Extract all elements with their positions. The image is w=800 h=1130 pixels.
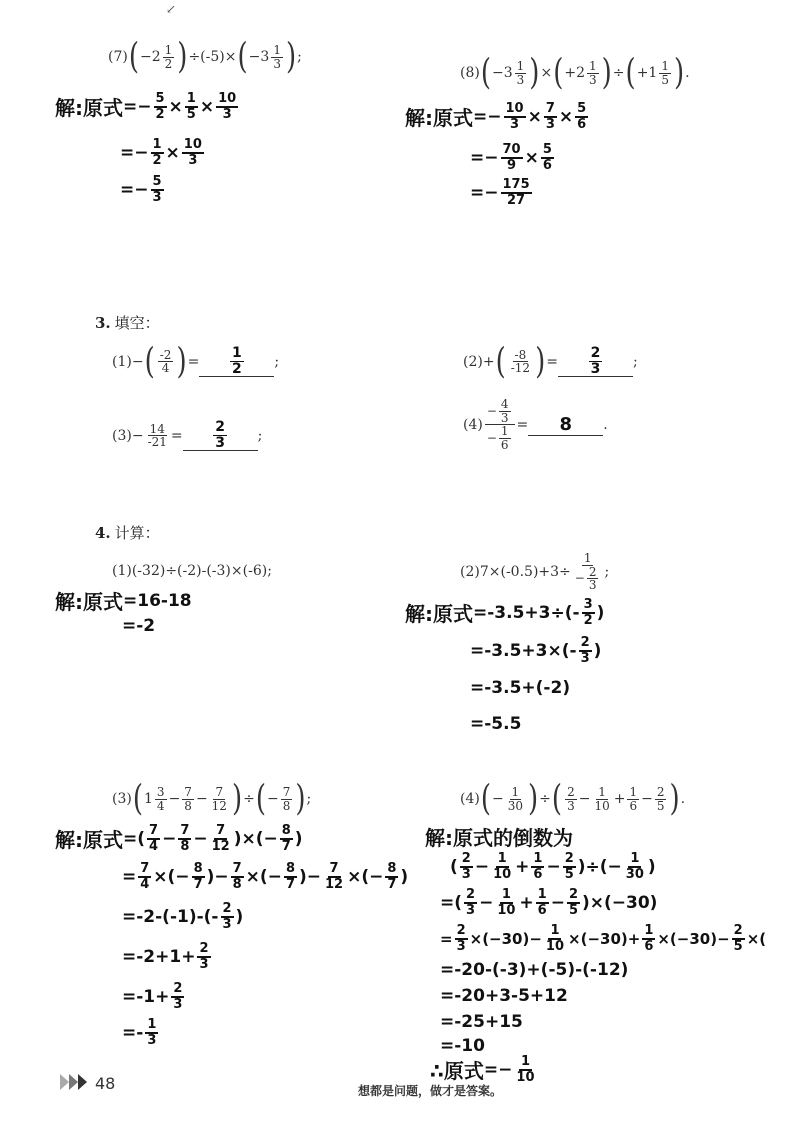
fill-1: (1) − ( -2 4 ) = $\frac{1}{2}$ ; bbox=[112, 341, 280, 382]
calc-1-line1: 解:原式 = 16-18 bbox=[55, 590, 192, 614]
solution-8-line3: =− 175 27 bbox=[470, 177, 530, 208]
stray-mark: ↙ bbox=[166, 2, 177, 16]
calc-4-line2: =( 2 3 − 1 10 + 1 6 − 2 5 )×(−30) bbox=[440, 887, 658, 918]
solution-8-line1: 解:原式 =− 10 3 × 7 3 × 5 6 bbox=[405, 101, 587, 132]
section-3-title: 3. 填空： bbox=[95, 314, 160, 332]
page-arrows-icon bbox=[60, 1074, 90, 1094]
calc-2-line3: =-3.5+(-2) bbox=[470, 678, 571, 698]
solution-7-line3: =− 5 3 bbox=[120, 174, 162, 205]
fill-3-blank[interactable]: $\frac{2}{3}$ bbox=[183, 420, 258, 451]
calc-4-line6: =-25+15 bbox=[440, 1012, 523, 1032]
calc-1: (1) (-32)÷(-2)-(-3)×(-6); bbox=[112, 563, 272, 579]
section-4-title: 4. 计算： bbox=[95, 524, 160, 542]
calc-4-line0: 解:原式的倒数为 bbox=[425, 826, 573, 850]
calc-1-line2: =-2 bbox=[122, 616, 156, 636]
calc-4-line3: = 2 3 ×(−30)− 1 10 ×(−30)+ 1 6 ×(−30)− 2 5 ×( bbox=[440, 923, 767, 954]
fill-3: (3) − 14 -21 = $\frac{2}{3}$ ; bbox=[112, 419, 263, 451]
fill-4-blank[interactable]: 8 bbox=[528, 414, 603, 436]
solution-7-line1: 解:原式 =− 5 2 × 1 5 × 10 3 bbox=[55, 91, 237, 122]
calc-4-line5: =-20+3-5+12 bbox=[440, 986, 568, 1006]
calc-2: (2) 7×(-0.5)+3÷ 1 − 2 3 ; bbox=[460, 551, 610, 593]
fill-2: (2) + ( -8 -12 ) = $\frac{2}{3}$ ; bbox=[463, 341, 638, 382]
calc-3: (3) ( 1 3 4 − 7 8 − 7 12 ) ÷ ( − 7 8 ) ; bbox=[112, 778, 312, 820]
fill-2-blank[interactable]: $\frac{2}{3}$ bbox=[558, 346, 633, 377]
solution-8-line2: =− 70 9 × 5 6 bbox=[470, 142, 552, 173]
calc-3-line2: = 7 4 ×(− 8 7 )− 7 8 ×(− 8 7 )− 7 12 ×(− 8 7 ) bbox=[122, 861, 409, 892]
calc-4-line1: ( 2 3 − 1 10 + 1 6 − 2 5 )÷(− 1 30 ) bbox=[450, 851, 656, 882]
calc-2-line2: =-3.5+3×(- 2 3 ) bbox=[470, 635, 602, 666]
fill-1-blank[interactable]: $\frac{1}{2}$ bbox=[199, 346, 274, 377]
calc-4-line4: =-20-(-3)+(-5)-(-12) bbox=[440, 960, 629, 980]
calc-3-line1: 解:原式 =( 7 4 − 7 8 − 7 12 )×(− 8 7 ) bbox=[55, 823, 303, 854]
calc-3-line6: =- 1 3 bbox=[122, 1017, 157, 1048]
fill-4: (4) − 4 3 − 1 6 = 8 . bbox=[463, 397, 608, 452]
calc-2-line4: =-5.5 bbox=[470, 714, 522, 734]
page-slogan: 想都是问题，做才是答案。 bbox=[358, 1084, 503, 1098]
calc-4: (4) ( − 1 30 ) ÷ ( 2 3 − 1 10 + 1 6 − 2 5 ) . bbox=[460, 778, 686, 820]
calc-2-line1: 解:原式 =-3.5+3÷(- 3 2 ) bbox=[405, 597, 605, 628]
page-number: 48 bbox=[95, 1074, 116, 1093]
calc-3-line4: =-2+1+ $\frac{2}{3}$ bbox=[122, 941, 209, 972]
problem-7: (7) ( − 2 1 2 ) ÷( -5 )× ( − 3 1 3 ) ; bbox=[108, 36, 302, 78]
solution-7-line2: =− 1 2 × 10 3 bbox=[120, 137, 202, 168]
calc-3-line3: =-2-(-1)-(- 2 3 ) bbox=[122, 901, 244, 932]
calc-4-line7: =-10 bbox=[440, 1036, 485, 1056]
problem-8: (8) ( − 3 1 3 ) × ( + 2 1 3 ) ÷ ( + 1 1 5 ) . bbox=[460, 52, 690, 94]
calc-3-line5: =-1+ $\frac{2}{3}$ bbox=[122, 981, 183, 1012]
calc-4-line8: ∴原式 =− 1 10 bbox=[430, 1054, 535, 1085]
